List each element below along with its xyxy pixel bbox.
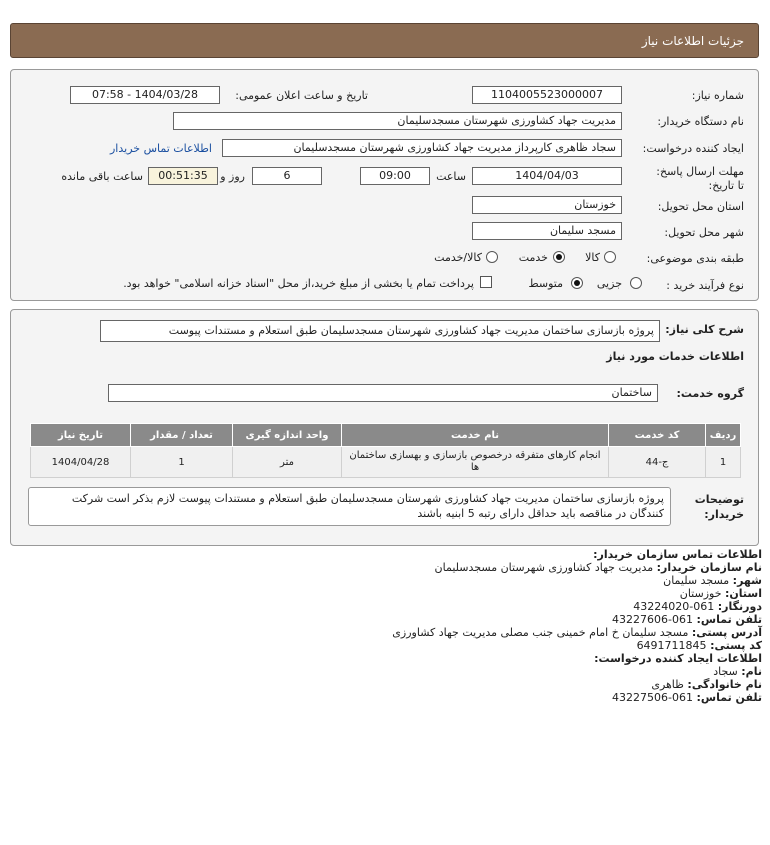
- col-code: کد خدمت: [609, 424, 706, 447]
- requester-field: سجاد ظاهری کارپرداز مدیریت جهاد کشاورزی شهرستان مسجدسلیمان: [222, 139, 622, 157]
- category-option-goods-service: کالا/خدمت: [434, 251, 482, 264]
- summary-label: شرح کلی نیاز:: [665, 323, 744, 336]
- process-radio-minor[interactable]: [630, 277, 642, 289]
- treasury-checkbox[interactable]: [480, 276, 492, 288]
- province-field: خوزستان: [472, 196, 622, 214]
- cell-unit: متر: [233, 447, 342, 478]
- cell-name: انجام کارهای متفرقه درخصوص بازسازی و بهسازی ساختمان ها: [342, 447, 609, 478]
- category-option-goods: کالا: [585, 251, 600, 264]
- payment-note: پرداخت تمام یا بخشی از مبلغ خرید،از محل "اسناد خزانه اسلامی" خواهد بود.: [123, 277, 474, 290]
- remaining-time-field: 00:51:35: [148, 167, 218, 185]
- process-option-minor: جزیی: [596, 277, 622, 290]
- contact-city: شهر: مسجد سلیمان: [663, 574, 762, 587]
- service-group-label: گروه خدمت:: [676, 387, 744, 400]
- col-row: ردیف: [706, 424, 741, 447]
- col-qty: تعداد / مقدار: [131, 424, 233, 447]
- col-date: تاریخ نیاز: [31, 424, 131, 447]
- requester-label: ایجاد کننده درخواست:: [642, 142, 744, 155]
- contact-org-title: اطلاعات تماس سازمان خریدار:: [593, 548, 762, 561]
- category-radio-goods[interactable]: [604, 251, 616, 263]
- process-radio-medium[interactable]: [571, 277, 583, 289]
- deadline-date-field: 1404/04/03: [472, 167, 622, 185]
- contact-org-name: نام سازمان خریدار: مدیریت جهاد کشاورزی شهرستان مسجدسلیمان: [434, 561, 762, 574]
- col-unit: واحد اندازه گیری: [233, 424, 342, 447]
- buyer-notes-field: پروژه بازسازی ساختمان مدیریت جهاد کشاورزی شهرستان مسجدسلیمان طبق استعلام و مستندات پیوست لازم بذکر است شرکت کنندگان در مناقصه باید حداقل دارای رتبه 5 ابنیه باشند: [28, 487, 671, 526]
- buyer-notes-label: توضیحات خریدار:: [694, 493, 744, 521]
- contact-postal: کد پستی: 6491711845: [636, 639, 762, 652]
- category-radio-goods-service[interactable]: [486, 251, 498, 263]
- remaining-label: ساعت باقی مانده: [61, 170, 143, 183]
- province-label: استان محل تحویل:: [657, 200, 744, 213]
- announce-label: تاریخ و ساعت اعلان عمومی:: [235, 89, 368, 102]
- cell-code: ج-44: [609, 447, 706, 478]
- creator-phone: تلفن تماس: 061-43227506: [612, 691, 762, 704]
- services-title: اطلاعات خدمات مورد نیاز: [606, 350, 744, 363]
- table-row: [31, 447, 741, 478]
- creator-last-name: نام خانوادگی: ظاهری: [651, 678, 762, 691]
- category-radio-service[interactable]: [553, 251, 565, 263]
- summary-field: پروژه بازسازی ساختمان مدیریت جهاد کشاورزی شهرستان مسجدسلیمان طبق استعلام و مستندات پیوست: [100, 320, 660, 342]
- category-option-service: خدمت: [518, 251, 548, 264]
- creator-title: اطلاعات ایجاد کننده درخواست:: [594, 652, 762, 665]
- deadline-time-label: ساعت: [436, 170, 466, 183]
- service-group-field: ساختمان: [108, 384, 658, 402]
- city-label: شهر محل تحویل:: [664, 226, 744, 239]
- contact-address: آدرس پستی: مسجد سلیمان خ امام خمینی جنب مصلی مدیریت جهاد کشاورزی: [392, 626, 762, 639]
- process-option-medium: متوسط: [528, 277, 563, 290]
- creator-first-name: نام: سجاد: [713, 665, 762, 678]
- days-field: 6: [252, 167, 322, 185]
- cell-date: 1404/04/28: [31, 447, 131, 478]
- deadline-time-field: 09:00: [360, 167, 430, 185]
- days-label: روز و: [220, 170, 245, 183]
- announce-field: 1404/03/28 - 07:58: [70, 86, 220, 104]
- need-number-field: 1104005523000007: [472, 86, 622, 104]
- buyer-org-label: نام دستگاه خریدار:: [657, 115, 744, 128]
- contact-fax: دورنگار: 061-43224020: [633, 600, 762, 613]
- contact-phone: تلفن تماس: 061-43227606: [612, 613, 762, 626]
- need-number-label: شماره نیاز:: [691, 89, 744, 102]
- deadline-label: مهلت ارسال پاسخ: تا تاریخ:: [656, 165, 744, 192]
- process-label: نوع فرآیند خرید :: [666, 279, 744, 292]
- col-name: نام خدمت: [342, 424, 609, 447]
- page-header: [10, 23, 759, 58]
- services-table: [30, 423, 741, 478]
- cell-qty: 1: [131, 447, 233, 478]
- category-label: طبقه بندی موضوعی:: [646, 252, 744, 265]
- buyer-contact-link[interactable]: اطلاعات تماس خریدار: [110, 142, 212, 155]
- contact-province: استان: خوزستان: [679, 587, 762, 600]
- cell-row: 1: [706, 447, 741, 478]
- buyer-org-field: مدیریت جهاد کشاورزی شهرستان مسجدسلیمان: [173, 112, 622, 130]
- city-field: مسجد سلیمان: [472, 222, 622, 240]
- page-title: جزئیات اطلاعات نیاز: [641, 34, 744, 48]
